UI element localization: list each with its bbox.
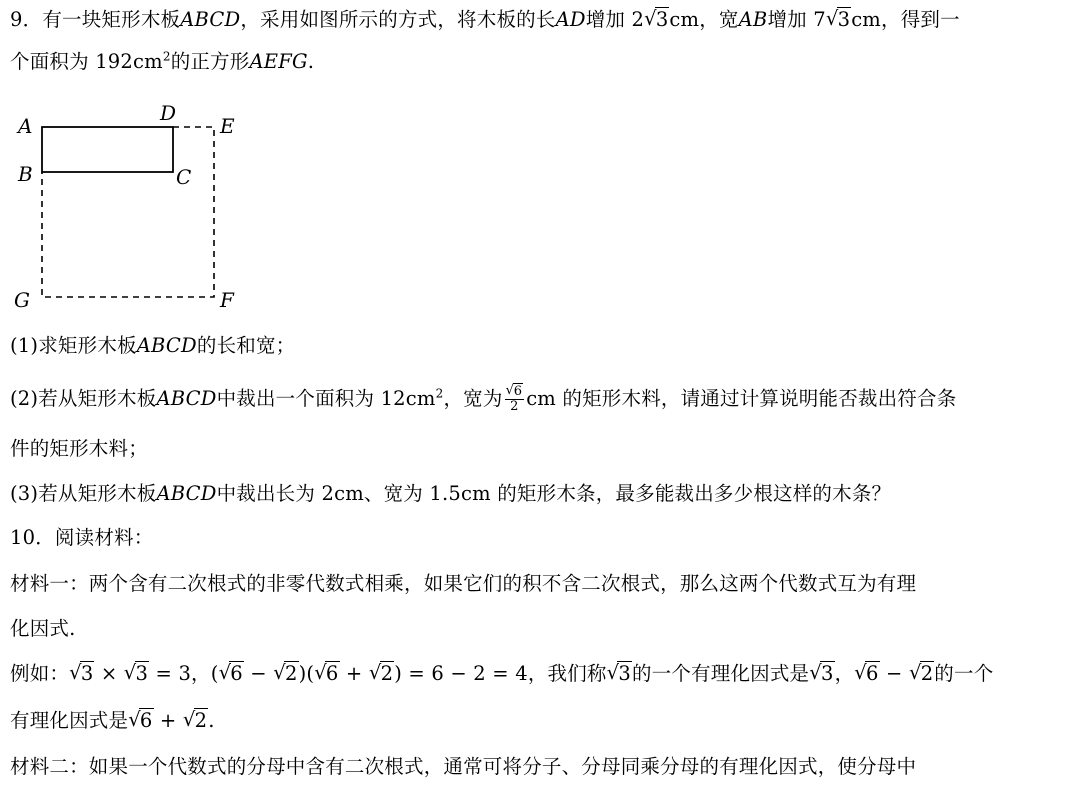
var-aefg: AEFG	[249, 50, 308, 73]
rectangle-abcd	[42, 127, 173, 172]
label-d: D	[160, 101, 177, 125]
label-c: C	[176, 165, 192, 189]
rectangle-diagram	[0, 95, 260, 320]
var-abcd: ABCD	[180, 8, 241, 31]
var-abcd: ABCD	[136, 334, 197, 357]
q10-material1-line2: 化因式.	[10, 617, 76, 640]
q9-part2-line1: (2)若从矩形木板ABCD中裁出一个面积为 $12cm^2$，宽为 √ $\frac{6}{2}$ cm 的矩形木料，请通过计算说明能否裁出符合条	[10, 385, 1072, 414]
q10-material2-line1: 材料二：如果一个代数式的分母中含有二次根式，通常可将分子、分母同乘分母的有理化因式，使分母中	[10, 755, 917, 778]
q9-number: 9．	[10, 8, 43, 31]
label-f: F	[220, 288, 234, 312]
q9-stem-line1: 9．有一块矩形木板ABCD，采用如图所示的方式，将木板的长AD增加 2√ 3cm，宽AB增加 7√ 3cm，得到一	[10, 6, 1072, 34]
q9-part3: (3)若从矩形木板ABCD中裁出长为 2cm、宽为 1.5cm 的矩形木条，最多能裁出多少根这样的木条？	[10, 482, 892, 505]
square-aefg-dashed	[42, 127, 214, 297]
var-ab: AB	[738, 8, 768, 31]
label-e: E	[220, 114, 235, 138]
q9-part1: (1)求矩形木板ABCD的长和宽；	[10, 334, 296, 357]
var-abcd: ABCD	[156, 482, 217, 505]
q9-part2-line2: 件的矩形木料；	[10, 437, 148, 460]
superscript: 2	[435, 386, 444, 401]
label-a: A	[18, 114, 33, 138]
q10-example-line2: 有理化因式是√ 6 + √ 2.	[10, 707, 1072, 735]
q10-example-line1: 例如：√ 3 × √ 3 = 3，(√ 6 − √ 2)(√ 6 + √ 2) = 6 − 2 = 4，我们称√ 3的一个有理化因式是√ 3，√ 6 − √ 2的一个	[10, 660, 1072, 688]
fraction-sqrt6-over-2: √ $\frac{6}{2}$	[505, 385, 525, 414]
label-g: G	[14, 288, 30, 312]
q10-title: 10．阅读材料：	[10, 526, 154, 549]
q10-material1-line1: 材料一：两个含有二次根式的非零代数式相乘，如果它们的积不含二次根式，那么这两个代数式互为有理	[10, 572, 917, 595]
sqrt-3: √ 3	[644, 6, 669, 34]
var-abcd: ABCD	[156, 387, 217, 410]
q9-stem-line2: 个面积为 $192cm^2$的正方形AEFG.	[10, 49, 315, 73]
var-ad: AD	[555, 8, 586, 31]
sqrt-3: √ 3	[826, 6, 851, 34]
label-b: B	[18, 162, 33, 186]
superscript: 2	[162, 49, 171, 64]
